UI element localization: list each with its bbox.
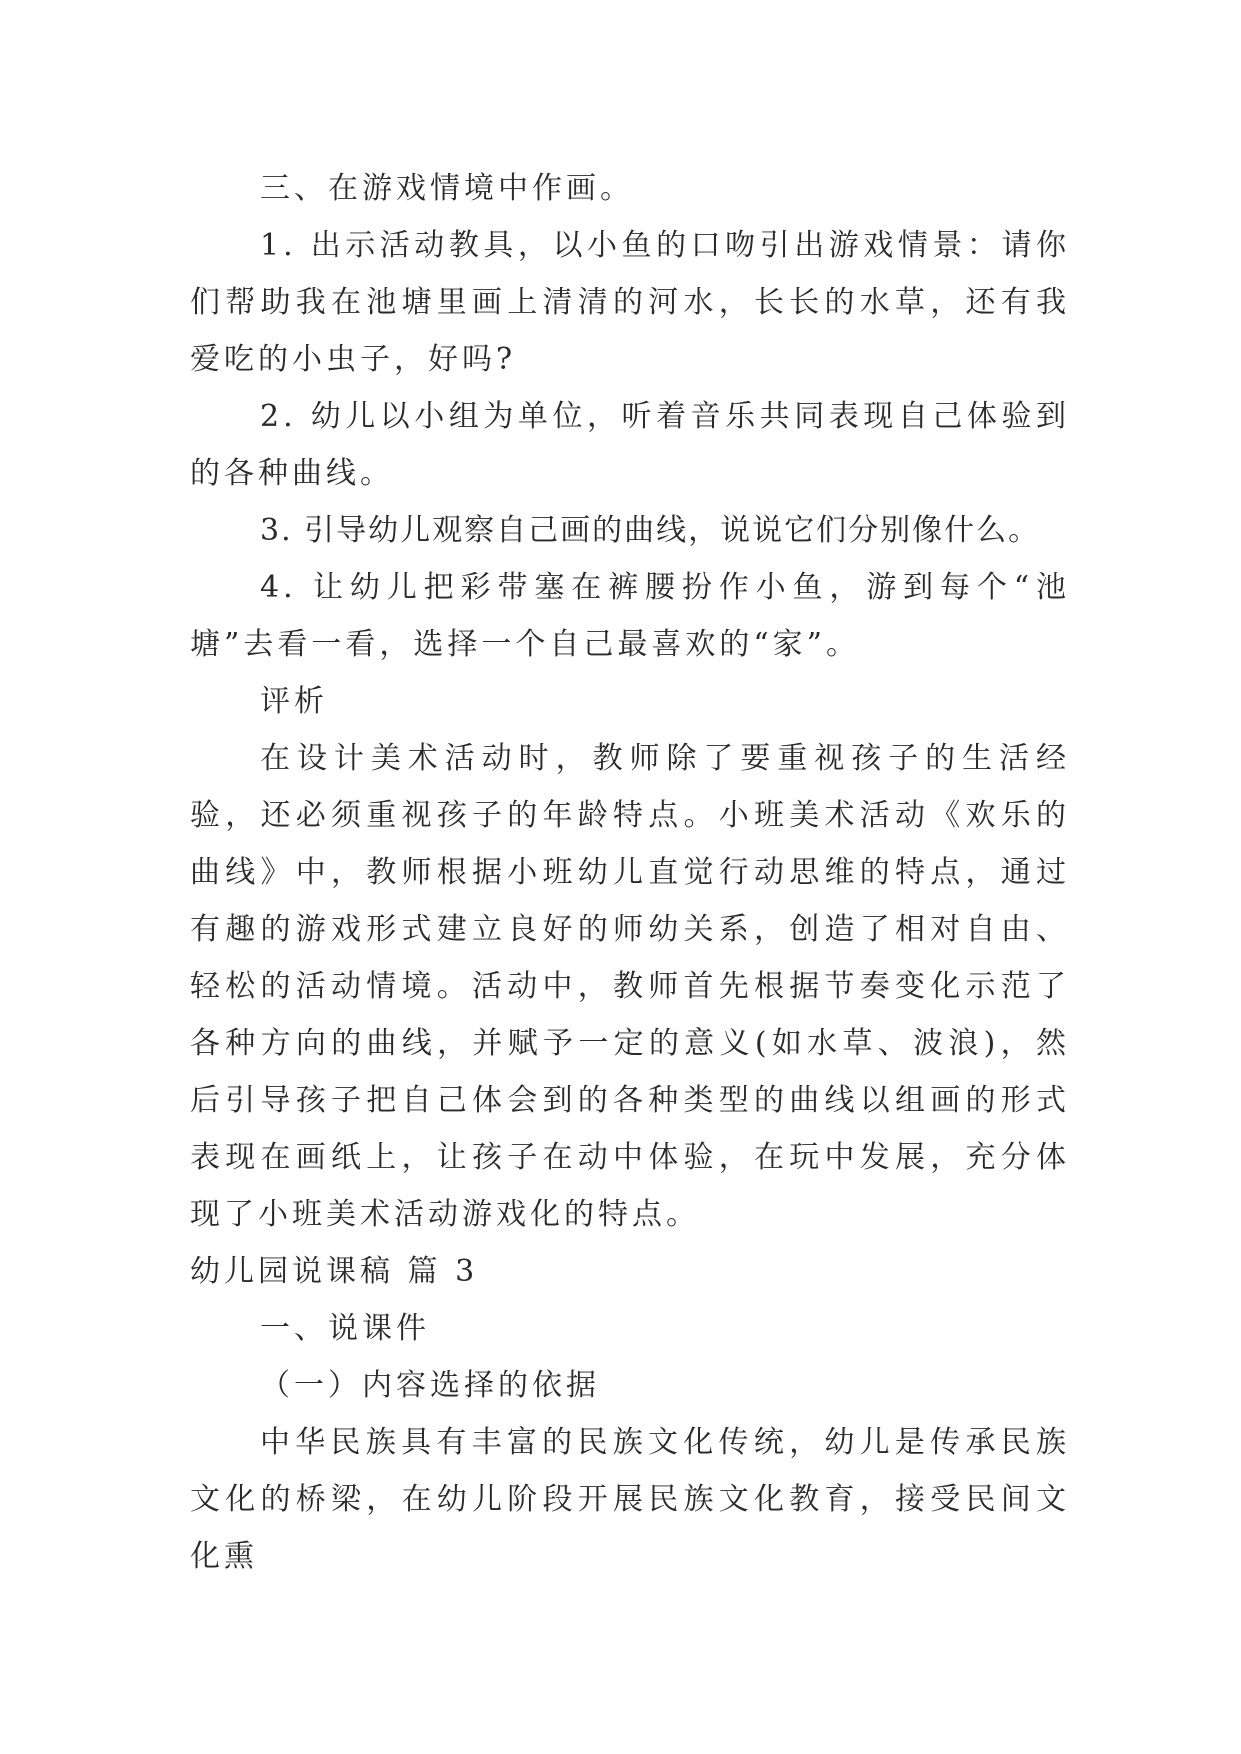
step-1-paragraph: 1. 出示活动教具，以小鱼的口吻引出游戏情景：请你们帮助我在池塘里画上清清的河水，长长的水草，还有我爱吃的小虫子，好吗? bbox=[190, 228, 1070, 377]
analysis-heading: 评析 bbox=[260, 684, 328, 719]
subsection-heading-content-basis: （一）内容选择的依据 bbox=[260, 1368, 600, 1403]
section-heading-drawing-in-game: 三、在游戏情境中作画。 bbox=[260, 171, 634, 206]
section-heading-courseware: 一、说课件 bbox=[260, 1311, 430, 1346]
step-4-paragraph: 4. 让幼儿把彩带塞在裤腰扮作小鱼，游到每个“池塘”去看一看，选择一个自己最喜欢的“家”。 bbox=[190, 570, 1070, 662]
step-3-paragraph: 3. 引导幼儿观察自己画的曲线，说说它们分别像什么。 bbox=[260, 513, 1041, 548]
article-title-part-3: 幼儿园说课稿 篇 3 bbox=[190, 1254, 479, 1289]
step-2-paragraph: 2. 幼儿以小组为单位，听着音乐共同表现自己体验到的各种曲线。 bbox=[190, 399, 1070, 491]
analysis-paragraph: 在设计美术活动时，教师除了要重视孩子的生活经验，还必须重视孩子的年龄特点。小班美术活动《欢乐的曲线》中，教师根据小班幼儿直觉行动思维的特点，通过有趣的游戏形式建立良好的师幼关系，创造了相对自由、轻松的活动情境。活动中，教师首先根据节奏变化示范了各种方向的曲线，并赋予一定的意义(如水草、波浪)，然后引导孩子把自己体会到的各种类型的曲线以组画的形式表现在画纸上，让孩子在动中体验，在玩中发展，充分体现了小班美术活动游戏化的特点。 bbox=[190, 741, 1070, 1232]
document-body bbox=[190, 160, 1070, 1585]
content-basis-paragraph: 中华民族具有丰富的民族文化传统，幼儿是传承民族文化的桥梁，在幼儿阶段开展民族文化教育，接受民间文化熏 bbox=[190, 1425, 1070, 1574]
